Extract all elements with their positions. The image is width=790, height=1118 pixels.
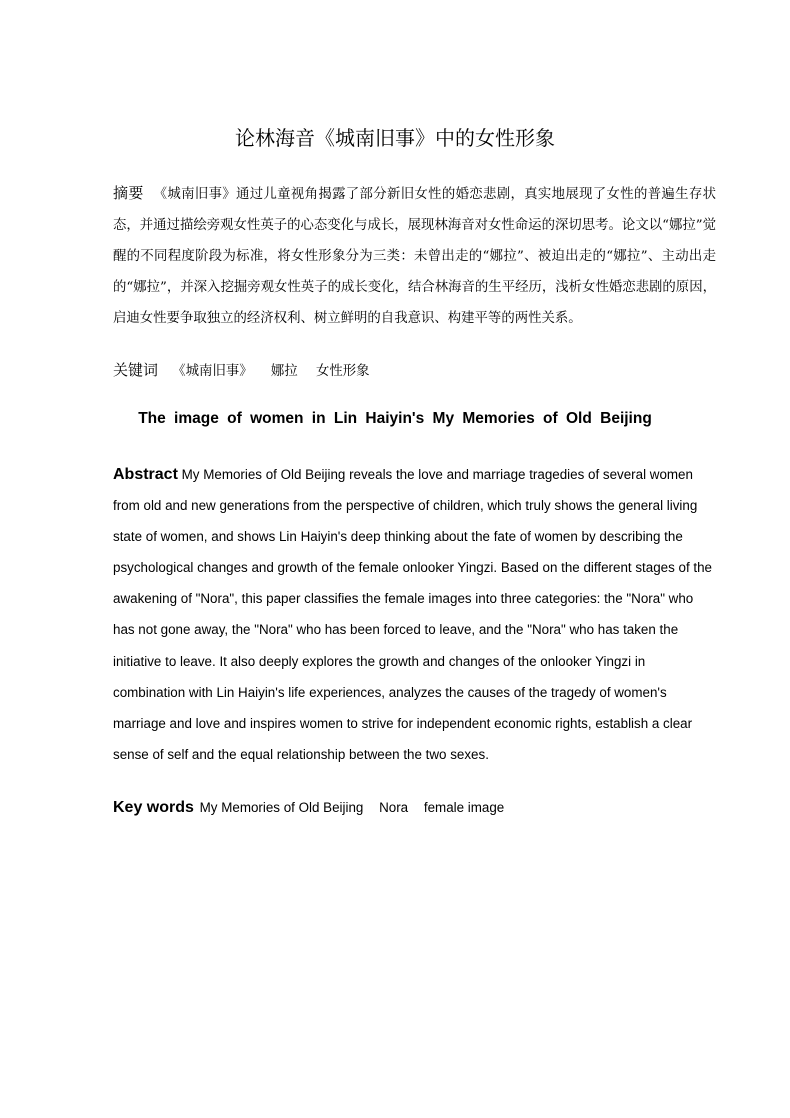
chinese-keyword: 《城南旧事》 [172,364,253,379]
chinese-keyword: 女性形象 [315,364,370,379]
chinese-keywords [113,357,716,385]
english-keyword: My Memories of Old Beijing [199,800,364,815]
english-keywords [113,795,718,821]
english-abstract [113,459,718,770]
english-abstract-heading: Abstract [113,466,178,483]
chinese-abstract [113,178,716,334]
english-abstract-text: My Memories of Old Beijing reveals the love and marriage tragedies of several women from old and new generations from the perspective of children, which truly shows the general living state of women, and shows Lin Haiyin's deep thinking about the fate of women by describing the psychological changes and growth of the female onlooker Yingzi. Based on the different stages of the awakening of "Nora", this paper classifies the female images into three categories: the "Nora" who has not gone away, the "Nora" who has been forced to leave, and the "Nora" who has taken the initiative to leave. It also deeply explores the growth and changes of the onlooker Yingzi in combination with Lin Haiyin's life experiences, analyzes the causes of the tragedy of women's marriage and love and inspires women to strive for independent economic rights, establish a clear sense of self and the equal relationship between the two sexes. [113,467,713,762]
english-keyword: Nora [379,800,409,815]
chinese-abstract-text: 《城南旧事》通过儿童视角揭露了部分新旧女性的婚恋悲剧，真实地展现了女性的普遍生存状态，并通过描绘旁观女性英子的心态变化与成长，展现林海音对女性命运的深切思考。论文以“娜拉”觉醒的不同程度阶段为标准，将女性形象分为三类：未曾出走的“娜拉”、被迫出走的“娜拉”、主动出走的“娜拉”，并深入挖掘旁观女性英子的成长变化，结合林海音的生平经历，浅析女性婚恋悲剧的原因，启迪女性要争取独立的经济权利、树立鲜明的自我意识、构建平等的两性关系。 [113,187,716,326]
chinese-title: 论林海音《城南旧事》中的女性形象 [235,126,555,150]
english-keywords-heading: Key words [113,799,194,816]
chinese-keyword: 娜拉 [270,364,298,379]
chinese-keywords-heading: 关键词 [113,361,159,379]
english-title: The image of women in Lin Haiyin's My Memories of Old Beijing [138,410,652,427]
english-keyword: female image [423,800,505,815]
chinese-abstract-heading: 摘要 [113,184,144,202]
